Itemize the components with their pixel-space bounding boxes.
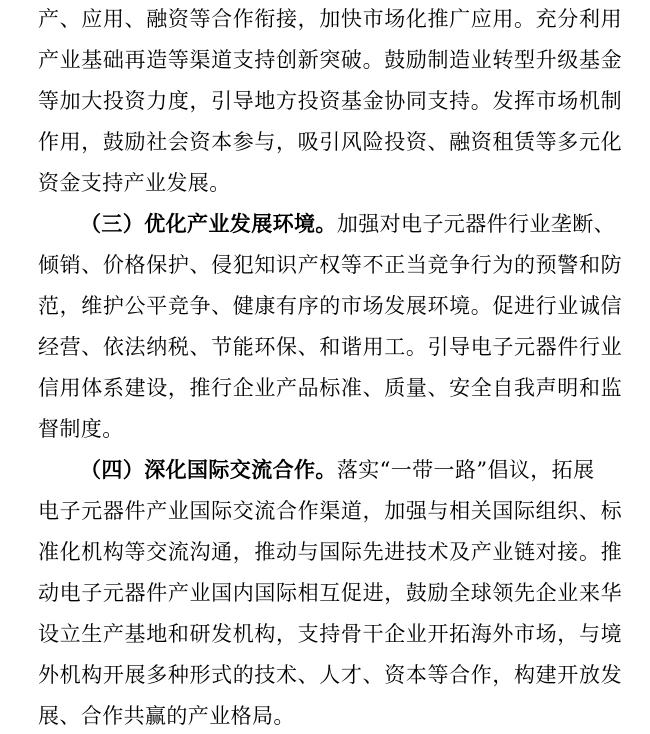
para3-line-5: 设立生产基地和研发机构，支持骨干企业开拓海外市场，与境: [38, 622, 622, 646]
para3-line-4: 动电子元器件产业国内国际相互促进，鼓励全球领先企业来华: [38, 581, 622, 605]
para1-line-3: 等加大投资力度，引导地方投资基金协同支持。发挥市场机制: [38, 89, 622, 113]
para3-line-6: 外机构开展多种形式的技术、人才、资本等合作，构建开放发: [38, 663, 622, 687]
para3-first-line: [80, 455, 622, 485]
para1-line-2: 产业基础再造等渠道支持创新突破。鼓励制造业转型升级基金: [38, 48, 622, 72]
para3-line-7: 展、合作共赢的产业格局。: [38, 704, 295, 728]
para3-heading: （四）深化国际交流合作。: [80, 457, 337, 482]
para2-line-5: 信用体系建设，推行企业产品标准、质量、安全自我声明和监: [38, 376, 622, 400]
para1-line-4: 作用，鼓励社会资本参与，吸引风险投资、融资租赁等多元化: [38, 130, 622, 154]
para1-line-1: 产、应用、融资等合作衔接，加快市场化推广应用。充分利用: [38, 7, 622, 31]
para3-first-line-text: 落实“一带一路”倡议，拓展: [336, 458, 595, 482]
para2-line-3: 范，维护公平竞争、健康有序的市场发展环境。促进行业诚信: [38, 294, 622, 318]
para2-heading: （三）优化产业发展环境。: [80, 211, 337, 236]
para2-line-6: 督制度。: [38, 417, 124, 441]
para2-first-line-text: 加强对电子元器件行业垄断、: [336, 212, 616, 236]
para1-line-5: 资金支持产业发展。: [38, 171, 231, 195]
para2-line-4: 经营、依法纳税、节能环保、和谐用工。引导电子元器件行业: [38, 335, 622, 359]
para2-line-2: 倾销、价格保护、侵犯知识产权等不正当竞争行为的预警和防: [38, 253, 622, 277]
para3-line-2: 电子元器件产业国际交流合作渠道，加强与相关国际组织、标: [38, 499, 622, 523]
para3-line-3: 准化机构等交流沟通，推动与国际先进技术及产业链对接。推: [38, 540, 622, 564]
para2-first-line: [80, 209, 622, 239]
